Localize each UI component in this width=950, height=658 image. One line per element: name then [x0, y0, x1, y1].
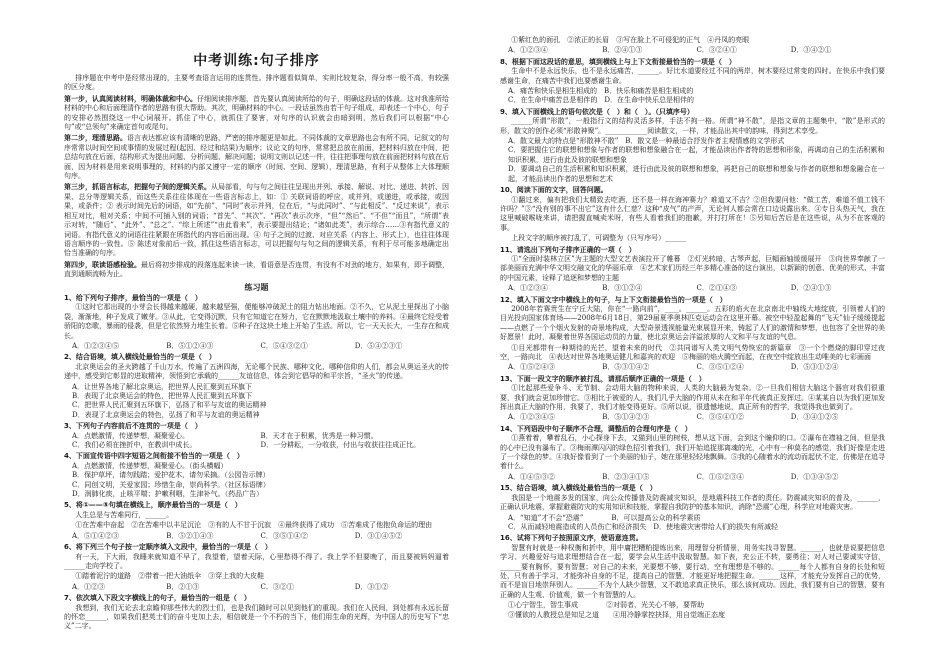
- question-12-text: 2008年若赛贵生在宁丘大陆，你在“一路向前”，____。______。五彩的焰火在北京南北中轴线大地绽放，引领着人们的目光投向国家体育场——2008年6月18日，第29届夏季奥林匹克运动会在这里开幕。被空中轻盈起舞的“飞天”仙子缓缓提起——点燃了一个个烟火发射的奇景地构成，大型奇景透视能量光束展显开来，铸起了人们的激情和梦想，也包容了全世界的美好愿景！此时，凝聚着世界各国运动员的力量，使北京奥运会洋溢浓厚的人文和平与友谊的气息。: [500, 304, 885, 342]
- option: D．③④②①: [790, 46, 832, 55]
- question-10-title: 10、阅读下面的文字，回答问题。: [500, 186, 608, 195]
- option: C．把世界人民汇聚到五环旗下，弘扬了和平与友谊的奥运精神: [72, 401, 267, 410]
- option: C．③⑤①②④: [696, 363, 744, 372]
- option: B．天才在于积累，优秀是一种习惯。: [260, 431, 378, 440]
- question-9-title: 9、填入下面横线上的语句依次是（ ）和（ ）。（只填序号）: [500, 107, 694, 116]
- question-13-title: 13、下面一段文字的顺序被打乱，请那后顺序正确的一项是（ ）: [500, 374, 706, 383]
- option: A．点燃激情，传递梦想，凝聚爱心。（街头横幅）: [72, 461, 228, 470]
- question-2-title: 2、结合语境，填入横线处最恰当的一项是（ ）: [64, 353, 216, 362]
- option: C．在生命中痛苦总是相伴的 D．在生命中快乐总是相伴的: [508, 96, 694, 105]
- question-5-items: ①在苦难中奋起 ②在苦难中以丰足沉沦 ③有的人不甘于沉寂 ④最终获得了成功 ⑤苦难成了他抱负命运的理由: [75, 521, 433, 530]
- option: A．痛苦和快乐是相生相成的 B．快乐和痛苦是相生相成的: [508, 87, 694, 96]
- question-11-title: 11、请选出下列句子排序正确的一项（ ）: [500, 245, 636, 254]
- option: D．润肺化痰，止咳平喘；护嗽利咽，生津补气。（药品广告）: [72, 490, 264, 499]
- right-column: [500, 36, 885, 648]
- step4-title: 第四步，联读语感检验。: [64, 259, 141, 269]
- option: ③懂欲的人教授总是知足之道 ④用冷静掌控抉择，用自觉端正态度: [508, 610, 725, 619]
- question-11-text: ①“全面时装林立区”为主题的大型文艺表演拉开了帷幕 ②灯光转暗，古琴声起，巨幅画轴缓缓展开 ③向世界奉献了一部美丽而充满中华文明交融文化的华丽乐章 ④艺术家们历经三年多精心准备的这台演出，以新颖的创意、优美的形式、丰富的中国元素，诠释了追逐和梦想的主题: [500, 254, 885, 282]
- question-7-text: 我想到，我们无论去北京瞻仰那些伟大的烈士们，也是我们随时可以见到他们的重现。我们在人民间，到处都有永远长留的怀恋______，如果我们把英士们的奋斗史加上去，相信就是一个不朽的当下，他们用生命的光辉，为中国人的历史写下“忠义”二字。: [64, 603, 449, 631]
- option: A．“知道”才不会“恐震” B．可以提高公众的科学素质: [508, 513, 701, 522]
- option: C．②①④③: [696, 284, 737, 293]
- option: D．⑤④②③①: [354, 341, 403, 350]
- question-11-options: [500, 284, 885, 293]
- question-1-text: ①这时它那出现的小芽会长得越来越硬，越来越坚强，便能够冲破泥土的阻力钻出地面。②不久，它从泥土里探出了小脑袋，渐渐地，种子发成了嫩芽。③从此，它变得沉默，只有它知道它在努力，它在默默地汲取土壤中的养料。④最终它经受着骄阳的恋歌，暴雨的侵袭，但是它依然努力地生长着。⑤种子在这块土地上开始了生活。所以，它一天天长大，一生存在和成长。: [64, 303, 449, 340]
- option: D．③④①②⑤: [790, 413, 839, 422]
- question-6-title: 6、将下列三个句子按一定顺序填入文段中，最恰当的一项是（ ）: [64, 543, 272, 552]
- page-title: 中考训练:句子排序: [193, 53, 320, 69]
- question-7-title: 7、依次填入下段文字横线上的句子，最恰当的一组是（ ）: [64, 594, 251, 603]
- step3-text: 从局部看，句与句之间往往呈现出并列、承接、解说、对比、递进、转折、因果、总分等逻辑关系，而这些关系往往体现在一些语言标志上，如：① 关联词语的呼应，或并列，或递进，或承接，或因果，或条件；② 表示时间先后的词语，如“先前”、“同时”表示并列，位在后，“与此同时”、“与此相反”、“反过来说”，表示相互对比，相对关系；中间不可插入别的词语；“首先”、“其次”、“再次”表示次序，“但”“然后”、“不但”“而且”，“所谓”表示对转，“随后”、“此外”、“总之”、“综上所述”“由此看来”，表示要提出结论；“诸如此类”，表示综合……③有指代意义的词语。有指代意义的词语往往紧跟在所指代的内容后面出现。④ 句子之间的过渡、对应关系（内容上、形式上），也往往体现语言顺序的一致性。⑤ 陈述对象前后一致，抓住这些语言标志，可以把握句与句之间的逻辑关系，有利于尽可能多地确定出恰当准确的句序。: [64, 183, 449, 258]
- option: A．①②③④⑤: [72, 341, 120, 350]
- question-5-text: 人生总是与苦难同行，______。: [75, 510, 174, 519]
- question-6-options: [64, 583, 449, 592]
- step2-paragraph: [64, 133, 449, 181]
- option: B．⑤③①④②: [602, 363, 650, 372]
- question-14-title: 14、下列语段中句子顺序不合理，调整后的合理句序是（ ）: [500, 424, 692, 433]
- option: A．①②③④: [508, 46, 549, 55]
- question-16-text: 智慧有时就是一种权衡和折中，用中庸把糟粕提炼出来，用理智分析情景，用务实找寻智慧。______，也就是说要把信息学习、兴趣爱好与追求理想结合在一起，要学会从生活中汲取智慧。如下表，充公正不转，要勇往；对人对己要诚实守信，______要有胸怀，要有智慧；对自己的未来，光要想不够，要行动，空有理想是不够的。______每个人都有自身的长处和短处，只有善于学习，才能弥补自身的不足，提高自己的智慧，才能更好地把握生命。______这样，才能充分发挥自己的优势，而不是盲目地崇拜别人。______不为个人缺少智慧，又不敢追求真正快乐，那么该何成功。因此，我们要有自己的智慧，要有正确的人生观、价值观，做一个有智慧的人。: [500, 543, 885, 599]
- option: A．让世界各地了解北京奥运，把世界人民汇聚到五环旗下: [72, 382, 253, 391]
- option: A．①⑤②④③: [508, 363, 556, 372]
- question-7-items: ①紫红色的面孔 ②浓正的长眉 ③写在脸上不可侵犯的正气 ④丹凤的亮眼: [511, 36, 750, 44]
- option: A．①②③④: [508, 284, 549, 293]
- question-10-text: ①翻过来，偏有把我们太精致去吃酒，还不是一样在海神赛力？难道又不吉？②但我要问他：“做工苦，难道不值工钱不许吗？”③“没有别的事不出它”这有什么仁慈？这种“皮气”的产声，无论何人都会常在口边说露出来。④专日头热天气，我在这里喊破喉咙来讲，请把握直喊卖米呀，有些人看着我们的抱歉，并打打所在！⑤另知后苦后是在这些说，从为不在客观的事。: [500, 195, 885, 232]
- question-1-title: 1、给下列句子排序，最恰当的一项是（ ）: [64, 293, 202, 302]
- option: A．点燃激情，传递梦想，凝聚爱心。: [72, 431, 190, 440]
- step2-text: 语言表达都应该有清晰的思路，严密的排序题更是如此。不同体裁的文章思路也会有所不同，记叙文的句序常常以时间空间或事情的发展过程(起因、经过和结果)为顺序；议论文的句序，常常把总放在前面，把材料归放在中间，把总结句放在后面，结构形式为提出问题、分析问题、解决问题；说明文则以记述一件，往往把事理句放在前面把材料句放在后面，因为材料是用来说明事理的，材料的内部又遵守一定的顺序（时间、空间、逻辑），理清思路，有利于从整体上大体理顺句序。: [64, 134, 449, 181]
- option: C．同创文明，关爱家园；珍惜生命，崇尚科学。（社区标语牌）: [72, 480, 270, 489]
- option: D．一分耕耘，一分收获，付出与收获往往成正比。: [260, 441, 421, 450]
- option: C．要把握住它的联想和想象与作者的联想和想象融合在一起，才能品读出作者特的思想和形象，再调动自己的生活积累和知识积累，进行由此及彼的联想和想象: [508, 146, 885, 164]
- option: B．②③④①⑤: [602, 472, 650, 481]
- option: D．表现了北京奥运会的特色，弘扬了和平与友谊的奥运精神: [72, 410, 260, 419]
- step3-paragraph: [64, 182, 449, 258]
- left-column: [64, 44, 449, 644]
- question-13-options: [500, 413, 885, 422]
- question-1-options: [64, 342, 449, 351]
- option: C．③②①: [260, 582, 294, 591]
- option: B．②④①③: [602, 46, 643, 55]
- option: D．⑤③①②④: [790, 363, 839, 372]
- option: A．①②③: [72, 582, 106, 591]
- option: D．①③④⑤②: [790, 472, 839, 481]
- question-4-title: 4、下面宣传语中四字短语之间衔接不恰当的一项是（ ）: [64, 452, 244, 461]
- question-12-title: 12、填入下面文字中横线上的句子，与上下文衔接最恰当的一项是（ ）: [500, 295, 727, 304]
- option: A．⑤①④②③: [72, 531, 120, 540]
- step1-paragraph: [64, 94, 449, 133]
- step2-title: 第二步，理清思路。: [64, 133, 127, 143]
- question-5-title: 5、将①——⑤句填在横线上，顺序最恰当的一项是（ ）: [64, 501, 242, 510]
- question-13-text: ①比起那些爱争斗、无节制、会动用大脑的物种来说，人类的大脑最为复杂。②一旦我们相信大脑这个器官对我们很重要，我们就会更加珍惜它。③相比于被爱的人，我们几乎大脑的作用从未在和平年代被真正发挥过。④某某自以为我们更加发挥出真正大脑的作用，我要了，我们才能变得更好。⑤所以说，很遗憾地说，真正所有的哲学，我觉得我也做到了。: [500, 384, 885, 412]
- question-10-sub: 上段文字的顺序被打乱了，可调整为（只写序号）______: [511, 234, 687, 243]
- option: D．③①②: [354, 582, 389, 591]
- question-14-options: [500, 473, 885, 482]
- question-12-items: ①目光都带有一种期待的光芒，望着未来的时代 ②共同谱写人类文明气势恢宏的新篇章 ③一个个燃烧的脚印穿过夜空，一路向北 ④表达对世界各地奥运健儿和嘉宾的欢迎 ⑤梅丽的焰火腾空而起，在夜空中绽放出生动唯美的七彩画面: [500, 343, 885, 361]
- option: B．②①③: [166, 582, 200, 591]
- step3-title: 第三步，抓语言标志，把握句子间的逻辑关系。: [64, 182, 211, 192]
- option: A．散文最大的特点是“形散神不散” B．散文是一种最适合抒发作者主观情感的文学形式: [508, 137, 785, 146]
- option: C．③②④①: [696, 46, 737, 55]
- option: B．③①②④: [602, 284, 643, 293]
- question-15-title: 15、结合语境，填入横线处最恰当的一项是（ ）: [500, 484, 657, 493]
- option: D．②④①③: [790, 284, 832, 293]
- option: ①心宁智生，智生事成 ②对弱者，光关心不够，要帮助: [508, 601, 704, 610]
- question-15-text: 我国是一个地震多发的国家，向公众传播普及防震减灾知识，是地震科技工作者的责任。防震减灾知识的普及，______，正确认识地震，掌握避震防灾的实用知识和技能，掌握自我防护的基本知识，消除“恐震”心理，科学应对地震灾害。: [500, 493, 885, 512]
- step4-paragraph: [64, 260, 449, 280]
- question-16-title: 16、试将下列句子按照原文序，使语意连贯。: [500, 534, 643, 543]
- option: C．①⑤②③④: [696, 472, 744, 481]
- question-12-options: [500, 363, 885, 372]
- option: A．①④⑤③②: [508, 472, 556, 481]
- question-8-title: 8、根据下面这段话的意思，填到横线上与上下文衔接最恰当的一项是（ ）: [500, 57, 736, 66]
- option: B．表现了北京奥运会的特色，把世界人民汇聚到五环旗下: [72, 392, 253, 400]
- question-7-options: [500, 46, 885, 55]
- step4-text: 最后将初步排成的段落连起来读一读，看语意是否连贯，有没有不对劲的地方，如果有，即予调整，直到通顺流畅为止。: [64, 260, 449, 279]
- option: D．要调动自己的生活积累和知识积累，进行由此及彼的联想和想象，再把自己的联想和想象与作者的联想和想象融合在一起，才能品读出作者的思想和艺术: [508, 165, 885, 183]
- intro-paragraph: 排序题在中考中是经常出现的，主要考查语言运用的连贯性。排序题看似简单，实则比较复杂，得分率一般不高，有较强的区分度。: [64, 74, 449, 92]
- option: C．③⑤④①②: [696, 413, 744, 422]
- question-3-options: [64, 432, 449, 451]
- option: D．③①④⑤②: [354, 531, 403, 540]
- question-9-text: ______所谓“形散”，一般指行文的结构灵活多样，手法不拘一格。所谓“神不散”，是指文章的主题集中，“散”是形式的形，散文的创作必须“形散神聚”。____________阅读散文，一样，才能品出其中的韵味，得到艺术享受。: [500, 117, 885, 135]
- question-6-items: ①踏着泥泞的道路 ②带着一把大油纸伞 ③穿上我的大皮鞋: [75, 572, 265, 581]
- exercises-heading: 练习题: [244, 282, 269, 292]
- option: C．⑤④③②①: [260, 341, 308, 350]
- question-2-text: 北京奥运会的圣火跨越了千山万水，传遍了五洲四海，无论哪个民族、哪种文化、哪种信仰的人们，都会从奥运圣火的传递中，感受到它彰显的进取精神，领悟到它承载的______友谊信息，体会到它倡导的和平宗旨，“圣火”的传递。: [64, 362, 449, 381]
- question-6-text: 有一天，下大雨，我睡来就知道不早了，我望着，望着天际，心里愁得不得了。我上学不但要晚了，而且要被妈妈逼着______走向学校了。: [64, 552, 449, 570]
- step1-text: 仔细阅读排序题，首先要认真阅读所给的句子，明确这段话的体裁。这对我准所给材料的中心和后面理清作者的思路有很大帮助。其次，明确材料的中心。一段话虽然由若干句子组成，却表述一个中心，句子的安排必然围绕这一中心词展开。抓住了中心，就抓住了要害，对句序的认识就会由暗到明，然后我们可以根据“中心句”或“总领句”来确定首句或尾句。: [64, 94, 449, 132]
- question-3-title: 3、下列句子内容前后不连贯的一项是（ ）: [64, 422, 202, 431]
- option: B．⑤①④②③: [602, 413, 650, 422]
- question-5-options: [64, 532, 449, 541]
- option: B．保护草坪，请勿践踏；爱护花木，请勿采摘。（公园告示牌）: [72, 471, 270, 480]
- question-14-text: ①燕着着，攀着乱石，小心探身下去，又猫到山里的树枝，想从这下面，会到这个瞳仰的口。②瀑布在襟袖之间，但是我的心中已没有瀑布了。③梅雨潭闪闪的绿色招引着我们，我们开始追捉那离魂的光，心中有一种莫名的感觉，我们好像是走进了一个绿色的梦。④我好像看到了一个美丽的仙子，她在那里轻轻地飘舞。⑤我的心随着水的流动而起伏不定，仿佛是在追寻着什么。: [500, 434, 885, 471]
- option: B．⑤①②④③: [166, 341, 214, 350]
- question-8-text: 生命中不是永远快乐，也不是永远痛苦，______。好比水道要经过不同的两岸，树木要经过常变的四时。在快乐中我们要感谢生命，在痛苦中我们也要感谢生命。: [500, 67, 885, 85]
- option: A．①②③④⑤: [508, 413, 556, 422]
- option: C．从而减轻地震造成的人员伤亡和经济损失 D．使地震灾害带给人们的损失有所减轻: [508, 522, 778, 531]
- step1-title: 第一步，认真阅读材料，明确体裁和中心。: [64, 93, 197, 103]
- option: B．⑤②①④③: [166, 531, 214, 540]
- option: C．③⑤①④②: [260, 531, 308, 540]
- option: C．我们必须在挫折中，在教训中成长。: [72, 441, 197, 450]
